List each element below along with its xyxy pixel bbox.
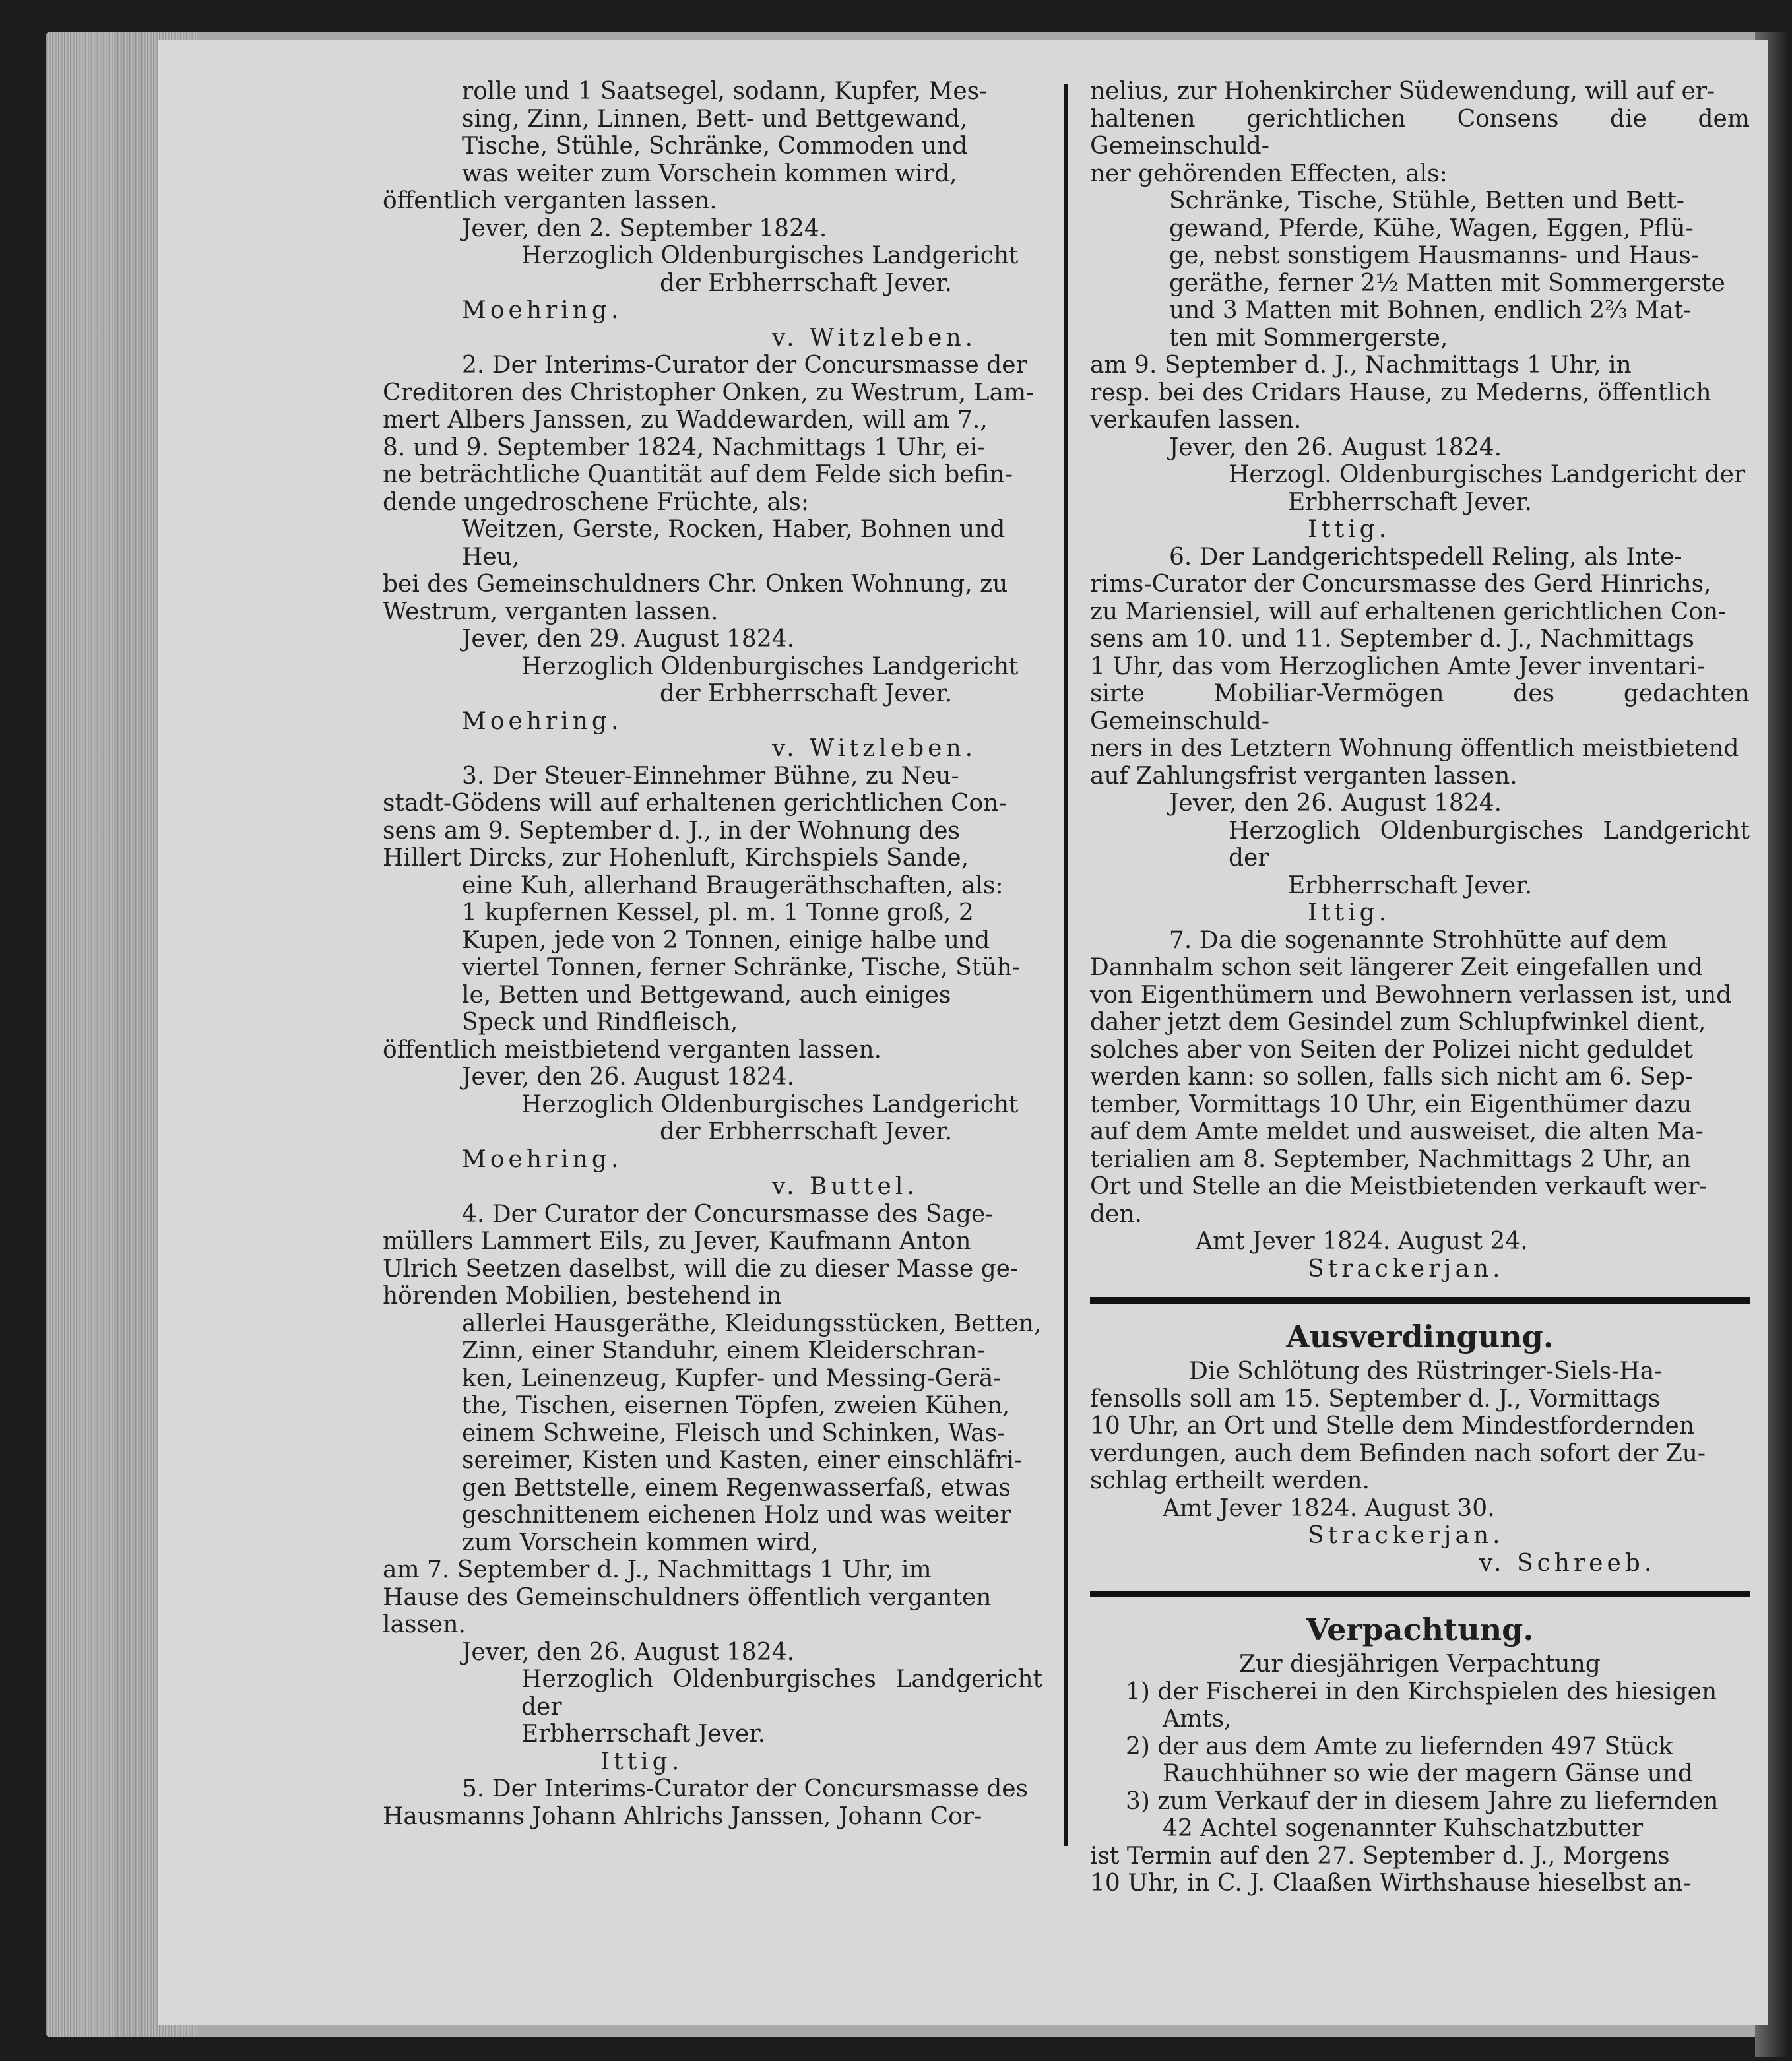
text-line: ners in des Letztern Wohnung öffentlich meistbietend [1090,735,1739,762]
text-line: rims-Curator der Concursmasse des Gerd Hinrichs, [1090,571,1712,598]
text-line: terialien am 8. September, Nachmittags 2 Uhr, an [1090,1145,1692,1173]
text-line: Zinn, einer Standuhr, einem Kleiderschran- [462,1337,985,1364]
text-line: 4. Der Curator der Concursmasse des Sage- [462,1200,994,1228]
text-line: mert Albers Janssen, zu Waddewarden, will am 7., [383,406,988,433]
text-line: werden kann: so sollen, falls sich nicht am 6. Sep- [1090,1063,1694,1091]
text-line: Westrum, verganten lassen. [383,598,719,625]
date-line: Jever, den 29. August 1824. [462,625,795,652]
text-line: Zur diesjährigen Verpachtung [1239,1651,1601,1678]
text-line: 3. Der Steuer-Einnehmer Bühne, zu Neu- [462,762,959,790]
text-line: allerlei Hausgeräthe, Kleidungsstücken, Betten, [462,1310,1042,1337]
date-line: Amt Jever 1824. August 24. [1196,1228,1528,1255]
left-column [383,78,1042,1830]
text-line: 5. Der Interims-Curator der Concursmasse des [462,1775,1029,1802]
court-name: Herzoglich Oldenburgisches Landgericht der [521,1666,1042,1721]
list-item: 42 Achtel sogenannter Kuhschatzbutter [1163,1815,1644,1842]
court-name: der Erbherrschaft Jever. [660,680,953,707]
text-line: rolle und 1 Saatsegel, sodann, Kupfer, Mes- [462,78,988,105]
text-line: ist Termin auf den 27. September d. J., Morgens [1090,1842,1670,1870]
text-line: eine Kuh, allerhand Braugeräthschaften, als: [462,872,1004,899]
date-line: Jever, den 26. August 1824. [462,1638,795,1666]
signature: Ittig. [1308,899,1391,926]
text-line: 1 kupfernen Kessel, pl. m. 1 Tonne groß, 2 [462,899,974,926]
section-rule [1090,1591,1750,1597]
text-line: Schränke, Tische, Stühle, Betten und Bett- [1169,187,1684,214]
signature: v. Witzleben. [772,735,977,762]
right-column [1090,78,1750,1897]
list-item: Rauchhühner so wie der magern Gänse und [1163,1760,1694,1787]
text-line: geräthe, ferner 2½ Matten mit Sommergerste [1169,269,1725,297]
signature: v. Schreeb. [1479,1549,1656,1577]
text-line: sens am 10. und 11. September d. J., Nachmittags [1090,625,1694,652]
text-line: gewand, Pferde, Kühe, Wagen, Eggen, Pflü- [1169,214,1694,242]
text-line: öffentlich meistbietend verganten lassen. [383,1036,882,1063]
text-line: am 7. September d. J., Nachmittags 1 Uhr, im [383,1556,932,1583]
list-item: 2) der aus dem Amte zu liefernden 497 Stück [1126,1732,1673,1760]
text-line: am 9. September d. J., Nachmittags 1 Uhr, in [1090,352,1632,379]
text-line: Speck und Rindfleisch, [462,1009,738,1036]
date-line: Jever, den 26. August 1824. [1169,790,1502,817]
text-line: müllers Lammert Eils, zu Jever, Kaufmann Anton [383,1228,971,1255]
text-line: sirte Mobiliar-Vermögen des gedachten Gemeinschuld- [1090,680,1750,735]
text-line: lassen. [383,1611,466,1638]
court-name: Erbherrschaft Jever. [1288,488,1533,516]
text-line: Hause des Gemeinschuldners öffentlich verganten [383,1583,992,1611]
text-line: daher jetzt dem Gesindel zum Schlupfwinkel dient, [1090,1009,1706,1036]
court-name: Herzoglich Oldenburgisches Landgericht [521,652,1019,680]
court-name: Herzoglich Oldenburgisches Landgericht [521,242,1019,269]
text-line: zu Mariensiel, will auf erhaltenen gerichtlichen Con- [1090,598,1727,625]
text-line: viertel Tonnen, ferner Schränke, Tische, Stüh- [462,954,1020,981]
date-line: Jever, den 26. August 1824. [1169,433,1502,461]
text-line: resp. bei des Cridars Hause, zu Mederns, öffentlich [1090,379,1712,406]
signature: Moehring. [462,1145,623,1173]
text-line: Heu, [462,543,520,571]
signature: v. Witzleben. [772,324,977,352]
court-name: der Erbherrschaft Jever. [660,269,953,297]
court-name: Herzoglich Oldenburgisches Landgericht der [1229,817,1750,872]
text-line: 2. Der Interims-Curator der Concursmasse der [462,352,1027,379]
text-line: gen Bettstelle, einem Regenwasserfaß, etwas [462,1474,1011,1502]
text-line: Creditoren des Christopher Onken, zu Westrum, Lam- [383,379,1035,406]
text-line: auf dem Amte meldet und ausweiset, die alten Ma- [1090,1118,1704,1145]
text-line: ner gehörenden Effecten, als: [1090,160,1448,187]
text-line: 1 Uhr, das vom Herzoglichen Amte Jever inventari- [1090,652,1705,680]
text-line: von Eigenthümern und Bewohnern verlassen ist, und [1090,981,1732,1009]
text-line: Ulrich Seetzen daselbst, will die zu dieser Masse ge- [383,1255,1019,1283]
date-line: Jever, den 26. August 1824. [462,1063,795,1091]
text-line: nelius, zur Hohenkircher Südewendung, will auf er- [1090,78,1715,105]
text-line: bei des Gemeinschuldners Chr. Onken Wohnung, zu [383,571,1008,598]
text-line: auf Zahlungsfrist verganten lassen. [1090,762,1518,790]
list-item: 1) der Fischerei in den Kirchspielen des hiesigen [1126,1678,1717,1705]
text-line: solches aber von Seiten der Polizei nicht geduldet [1090,1036,1693,1063]
signature: Ittig. [600,1748,684,1775]
court-name: Herzoglich Oldenburgisches Landgericht [521,1091,1019,1118]
court-name: Erbherrschaft Jever. [1288,872,1533,899]
date-line: Amt Jever 1824. August 30. [1163,1494,1495,1522]
text-line: haltenen gerichtlichen Consens die dem Gemeinschuld- [1090,105,1750,160]
signature: v. Buttel. [772,1173,918,1200]
text-line: dende ungedroschene Früchte, als: [383,488,809,516]
court-name: Herzogl. Oldenburgisches Landgericht der [1229,461,1746,488]
text-line: 10 Uhr, an Ort und Stelle dem Mindestfordernden [1090,1412,1694,1440]
text-line: fensolls soll am 15. September d. J., Vormittags [1090,1385,1661,1412]
text-line: öffentlich verganten lassen. [383,187,717,214]
text-line: ken, Leinenzeug, Kupfer- und Messing-Gerä- [462,1364,1002,1392]
text-line: 8. und 9. September 1824, Nachmittags 1 Uhr, ei- [383,433,986,461]
text-line: einem Schweine, Fleisch und Schinken, Was- [462,1419,1006,1447]
text-line: Hausmanns Johann Ahlrichs Janssen, Johann Cor- [383,1802,982,1830]
text-line: the, Tischen, eisernen Töpfen, zweien Kühen, [462,1392,1010,1419]
text-line: sens am 9. September d. J., in der Wohnung des [383,817,960,844]
text-line: 10 Uhr, in C. J. Claaßen Wirthshause hieselbst an- [1090,1870,1691,1897]
text-line: zum Vorschein kommen wird, [462,1529,819,1556]
signature: Strackerjan. [1308,1522,1504,1549]
text-line: verdungen, auch dem Befinden nach sofort der Zu- [1090,1440,1706,1467]
section-rule [1090,1297,1750,1304]
text-line: Hillert Dircks, zur Hohenluft, Kirchspiels Sande, [383,844,969,872]
text-line: Ort und Stelle an die Meistbietenden verkauft wer- [1090,1173,1708,1200]
signature: Moehring. [462,297,623,324]
text-line: verkaufen lassen. [1090,406,1302,433]
list-item: Amts, [1163,1705,1232,1732]
text-line: 7. Da die sogenannte Strohhütte auf dem [1169,926,1667,954]
text-line: den. [1090,1200,1142,1228]
text-line: Tische, Stühle, Schränke, Commoden und [462,133,968,160]
text-line: sing, Zinn, Linnen, Bett- und Bettgewand, [462,105,968,133]
text-line: Dannhalm schon seit längerer Zeit eingefallen und [1090,954,1703,981]
signature: Ittig. [1308,516,1391,543]
text-line: ne beträchtliche Quantität auf dem Felde sich befin- [383,461,1013,488]
text-line: Die Schlötung des Rüstringer-Siels-Ha- [1189,1358,1663,1385]
list-item: 3) zum Verkauf der in diesem Jahre zu liefernden [1126,1787,1719,1815]
text-line: Weitzen, Gerste, Rocken, Haber, Bohnen und [462,516,1006,543]
column-divider [1064,84,1068,1846]
text-line: 6. Der Landgerichtspedell Reling, als Inte- [1169,543,1682,571]
text-line: le, Betten und Bettgewand, auch einiges [462,981,951,1009]
court-name: Erbherrschaft Jever. [521,1721,766,1748]
text-line: schlag ertheilt werden. [1090,1467,1370,1494]
signature: Moehring. [462,707,623,735]
text-line: Kupen, jede von 2 Tonnen, einige halbe und [462,926,990,954]
text-line: geschnittenem eichenen Holz und was weiter [462,1502,1011,1529]
signature: Strackerjan. [1308,1255,1504,1283]
text-line: stadt-Gödens will auf erhaltenen gerichtlichen Con- [383,790,1007,817]
text-line: hörenden Mobilien, bestehend in [383,1283,782,1310]
text-line: ge, nebst sonstigem Hausmanns- und Haus- [1169,242,1699,269]
section-heading: Verpachtung. [1306,1612,1534,1647]
text-line: sereimer, Kisten und Kasten, einer einschläfri- [462,1447,1023,1474]
text-line: was weiter zum Vorschein kommen wird, [462,160,957,187]
section-heading: Ausverdingung. [1286,1319,1554,1354]
court-name: der Erbherrschaft Jever. [660,1118,953,1145]
date-line: Jever, den 2. September 1824. [462,214,827,242]
text-line: und 3 Matten mit Bohnen, endlich 2⅔ Mat- [1169,297,1692,324]
text-line: ten mit Sommergerste, [1169,324,1448,352]
text-line: tember, Vormittags 10 Uhr, ein Eigenthümer dazu [1090,1091,1692,1118]
